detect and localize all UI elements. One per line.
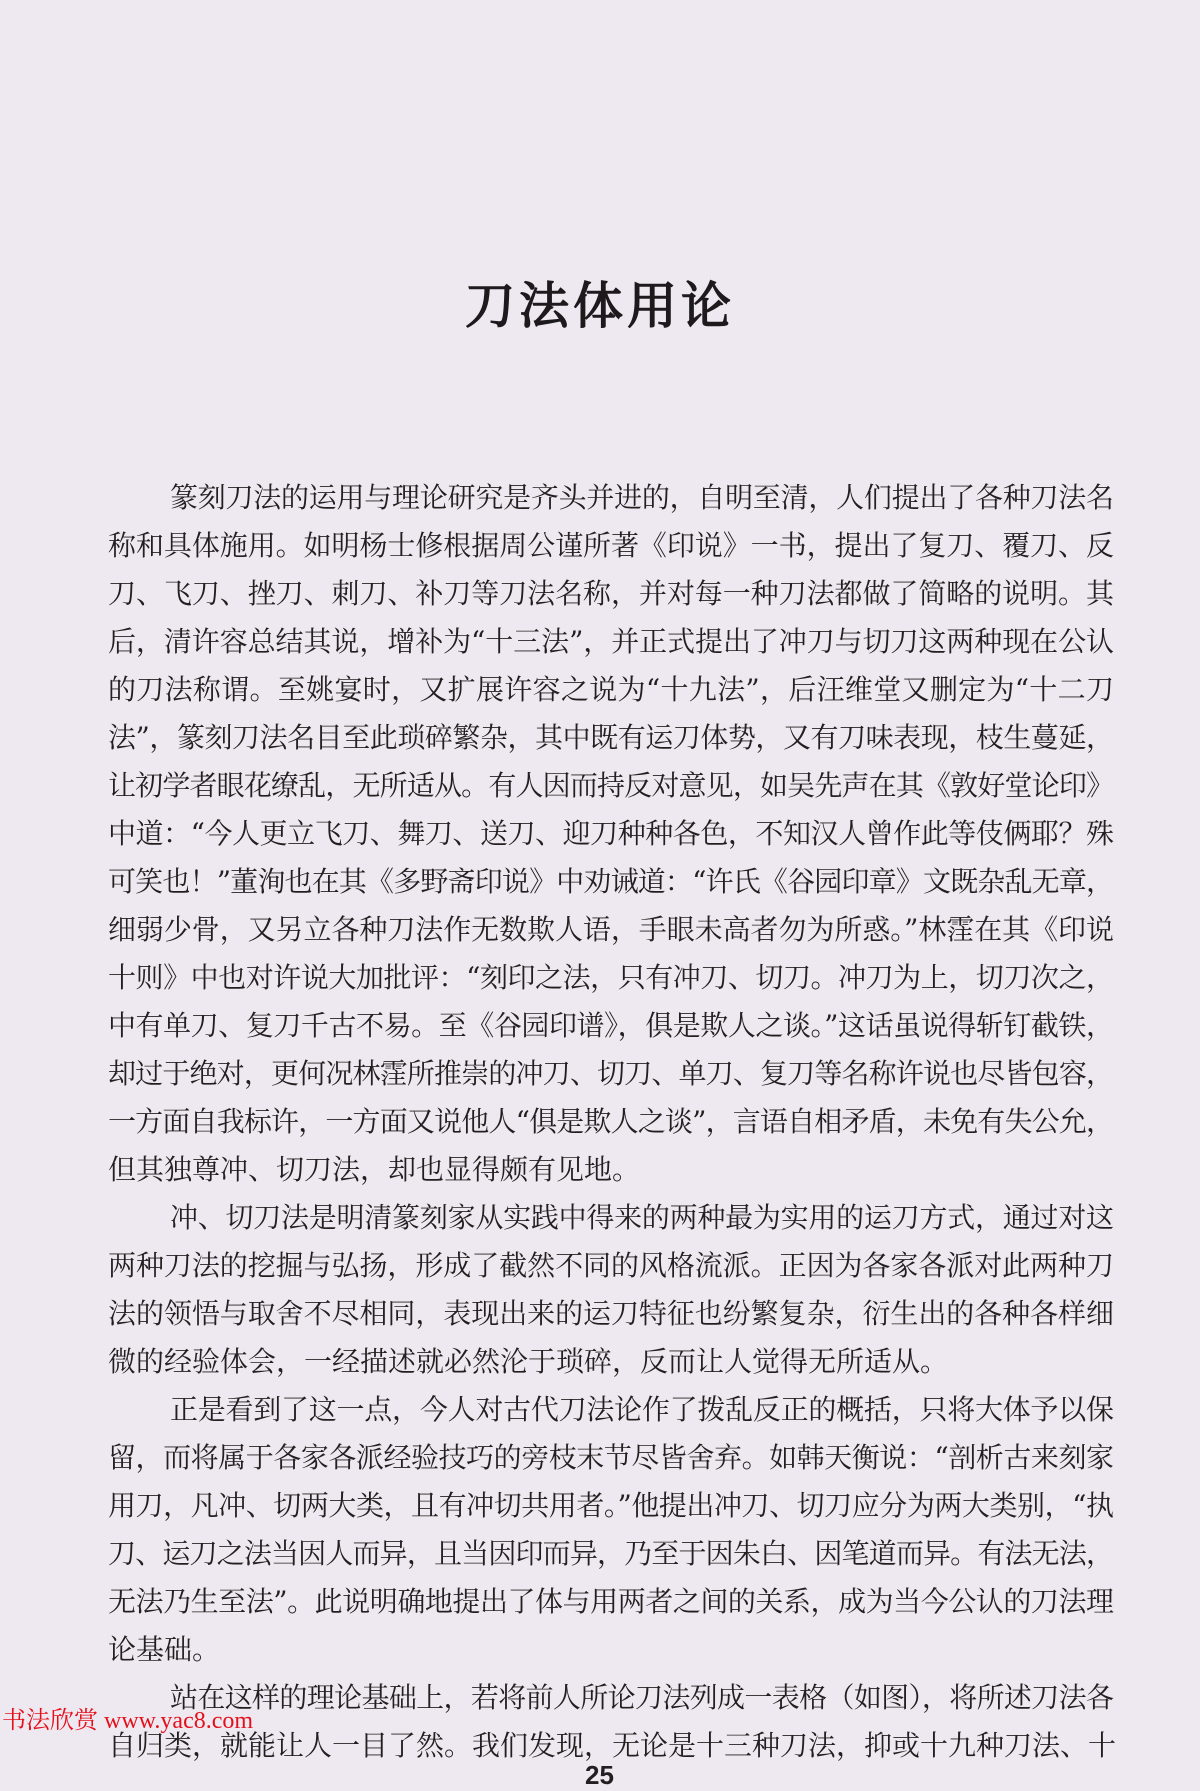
text-line: 一方面自我标许，一方面又说他人“俱是欺人之谈”，言语自相矛盾，未免有失公允， bbox=[108, 1105, 1114, 1138]
text-line: 法的领悟与取舍不尽相同，表现出来的运刀特征也纷繁复杂，衍生出的各种各样细 bbox=[108, 1297, 1114, 1330]
body-text bbox=[108, 474, 1117, 1770]
page-number: 25 bbox=[585, 1760, 614, 1790]
text-line: 自归类，就能让人一目了然。我们发现，无论是十三种刀法，抑或十九种刀法、十 bbox=[108, 1729, 1117, 1762]
text-line: 正是看到了这一点，今人对古代刀法论作了拨乱反正的概括，只将大体予以保 bbox=[170, 1393, 1114, 1426]
paragraph bbox=[108, 1386, 1114, 1674]
text-line: 刀、飞刀、挫刀、刺刀、补刀等刀法名称，并对每一种刀法都做了简略的说明。其 bbox=[108, 577, 1114, 610]
text-line: 后，清许容总结其说，增补为“十三法”，并正式提出了冲刀与切刀这两种现在公认 bbox=[108, 625, 1114, 658]
text-line: 微的经验体会，一经描述就必然沦于琐碎，反而让人觉得无所适从。 bbox=[108, 1345, 949, 1378]
watermark: 书法欣赏 www.yac8.com bbox=[2, 1708, 254, 1734]
text-line: 无法乃生至法”。此说明确地提出了体与用两者之间的关系，成为当今公认的刀法理 bbox=[108, 1585, 1114, 1618]
text-line: 法”，篆刻刀法名目至此琐碎繁杂，其中既有运刀体势，又有刀味表现，枝生蔓延， bbox=[108, 721, 1114, 754]
text-line: 冲、切刀法是明清篆刻家从实践中得来的两种最为实用的运刀方式，通过对这 bbox=[170, 1201, 1114, 1234]
text-line: 称和具体施用。如明杨士修根据周公谨所著《印说》一书，提出了复刀、覆刀、反 bbox=[108, 529, 1114, 562]
page-title: 刀法体用论 bbox=[465, 275, 735, 335]
text-line: 但其独尊冲、切刀法，却也显得颇有见地。 bbox=[108, 1153, 641, 1186]
paragraph bbox=[108, 1194, 1114, 1386]
text-line: 论基础。 bbox=[108, 1633, 221, 1666]
text-line: 留，而将属于各家各派经验技巧的旁枝末节尽皆舍弃。如韩天衡说：“剖析古来刻家 bbox=[108, 1441, 1114, 1474]
text-line: 十则》中也对许说大加批评：“刻印之法，只有冲刀、切刀。冲刀为上，切刀次之， bbox=[108, 961, 1114, 994]
text-line: 中有单刀、复刀千古不易。至《谷园印谱》，俱是欺人之谈。”这话虽说得斩钉截铁， bbox=[108, 1009, 1114, 1042]
text-line: 中道：“今人更立飞刀、舞刀、送刀、迎刀种种各色，不知汉人曾作此等伎俩耶？殊 bbox=[108, 817, 1114, 850]
text-line: 细弱少骨，又另立各种刀法作无数欺人语，手眼未高者勿为所惑。”林霔在其《印说 bbox=[108, 913, 1114, 946]
text-line: 站在这样的理论基础上，若将前人所论刀法列成一表格（如图），将所述刀法各 bbox=[170, 1681, 1114, 1714]
paragraph bbox=[108, 1674, 1117, 1770]
text-line: 却过于绝对，更何况林霔所推崇的冲刀、切刀、单刀、复刀等名称许说也尽皆包容， bbox=[108, 1057, 1114, 1090]
text-line: 可笑也！”董洵也在其《多野斋印说》中劝诫道：“许氏《谷园印章》文既杂乱无章， bbox=[108, 865, 1114, 898]
text-line: 两种刀法的挖掘与弘扬，形成了截然不同的风格流派。正因为各家各派对此两种刀 bbox=[108, 1249, 1114, 1282]
text-line: 的刀法称谓。至姚宴时，又扩展许容之说为“十九法”，后汪维堂又删定为“十二刀 bbox=[108, 673, 1115, 706]
text-line: 让初学者眼花缭乱，无所适从。有人因而持反对意见，如吴先声在其《敦好堂论印》 bbox=[108, 769, 1114, 802]
text-line: 刀、运刀之法当因人而异，且当因印而异，乃至于因朱白、因笔道而异。有法无法， bbox=[108, 1537, 1114, 1570]
paragraph bbox=[108, 474, 1114, 1194]
text-line: 篆刻刀法的运用与理论研究是齐头并进的，自明至清，人们提出了各种刀法名 bbox=[170, 481, 1114, 514]
text-line: 用刀，凡冲、切两大类，且有冲切共用者。”他提出冲刀、切刀应分为两大类别，“执 bbox=[108, 1489, 1114, 1522]
